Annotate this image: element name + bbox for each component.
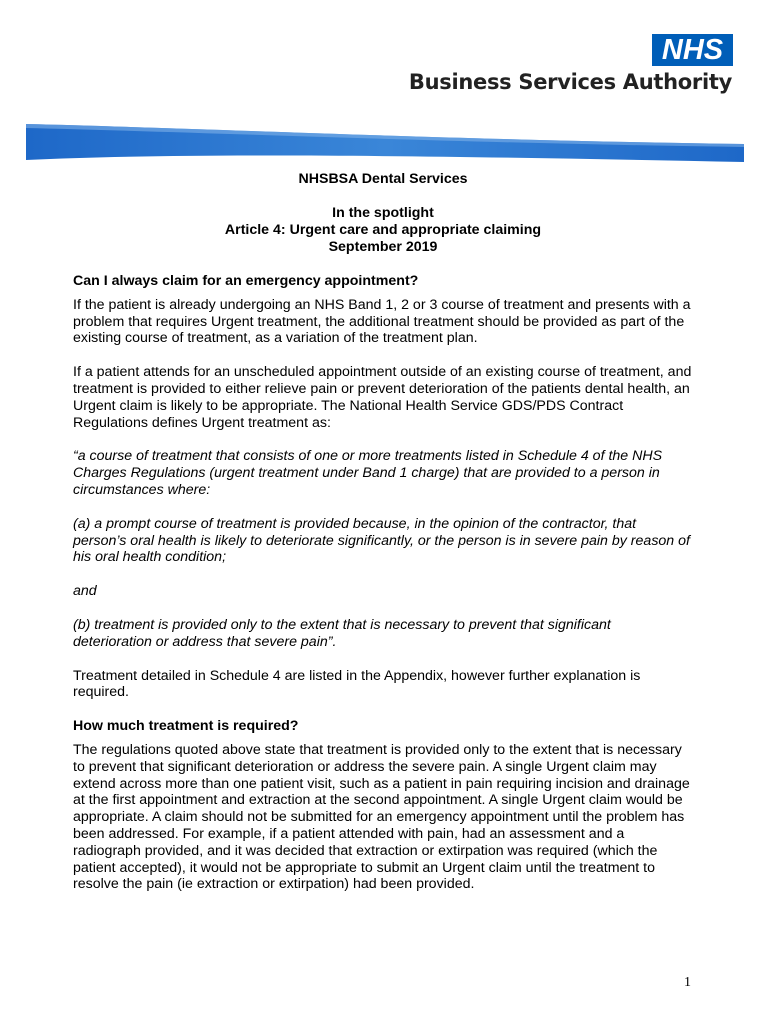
document-date: September 2019: [328, 239, 438, 255]
title-block: [73, 171, 693, 256]
organization-name: Business Services Authority: [408, 70, 732, 94]
section2-paragraph-1: The regulations quoted above state that treatment is provided only to the extent that is necessary to prevent that significant deterioration or address the severe pain. A single Urgent claim may extend across more than one patient visit, such as a patient in pain requiring incision and drainage at the first appointment and extraction at the second appointment. A single Urgent claim would be appropriate. A claim should not be submitted for an emergency appointment until the problem has been addressed. For example, if a patient attended with pain, had an assessment and a radiograph provided, and it was decided that extraction or extirpation was required (which the patient accepted), it would not be appropriate to submit an Urgent claim until the treatment to resolve the pain (ie extraction or extirpation) had been provided.: [73, 741, 690, 893]
regulation-quote-a: (a) a prompt course of treatment is provided because, in the opinion of the contractor, that person’s oral health is likely to deteriorate significantly, or the person is in severe pain by reason of his oral health condition;: [73, 515, 690, 566]
regulation-quote-b: (b) treatment is provided only to the extent that is necessary to prevent that significant deterioration or address that severe pain”.: [73, 616, 611, 650]
regulation-quote-intro: “a course of treatment that consists of one or more treatments listed in Schedule 4 of the NHS Charges Regulations (urgent treatment under Band 1 charge) that are provided to a person in circumstances where:: [73, 448, 663, 498]
section2-heading: How much treatment is required?: [73, 718, 299, 735]
section1-paragraph-2: If a patient attends for an unscheduled appointment outside of an existing course of treatment, and treatment is provided to either relieve pain or prevent deterioration of the patients dental health, an Urgent claim is likely to be appropriate. The National Health Service GDS/PDS Contract Regulations defines Urgent treatment as:: [73, 364, 692, 431]
nhs-logo: NHS: [652, 34, 733, 66]
page-number: 1: [684, 975, 691, 990]
document-department: NHSBSA Dental Services: [298, 171, 468, 187]
regulation-quote-and: and: [73, 583, 97, 600]
section1-paragraph-3: Treatment detailed in Schedule 4 are listed in the Appendix, however further explanation is required.: [73, 667, 641, 701]
header-swoosh-banner: [0, 116, 768, 166]
document-title: Article 4: Urgent care and appropriate claiming: [224, 222, 542, 238]
section1-heading: Can I always claim for an emergency appointment?: [73, 273, 419, 289]
section1-paragraph-1: If the patient is already undergoing an NHS Band 1, 2 or 3 course of treatment and presents with a problem that requires Urgent treatment, the additional treatment should be provided as part of the existing course of treatment, as a variation of the treatment plan.: [73, 296, 691, 347]
document-body: [73, 171, 693, 893]
document-series: In the spotlight: [332, 205, 434, 221]
